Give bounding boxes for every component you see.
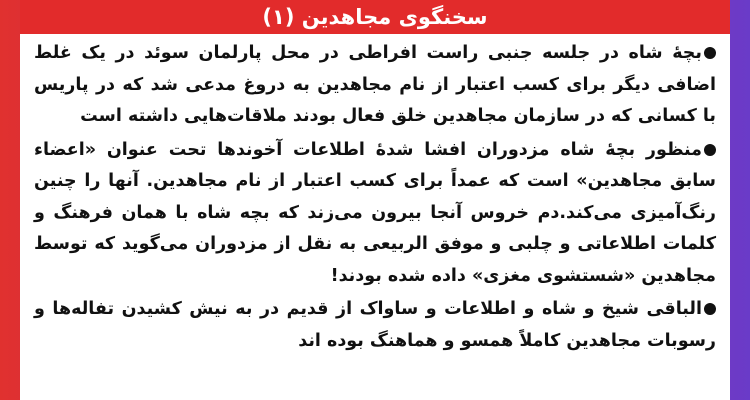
paragraph-1 xyxy=(34,38,716,133)
post-card xyxy=(20,0,730,400)
paragraph-2 xyxy=(34,135,716,293)
title-bar xyxy=(20,0,730,34)
bullet-icon xyxy=(704,303,716,315)
paragraph-3 xyxy=(34,294,716,357)
article-body xyxy=(34,38,716,359)
paragraph-text: منظور بچهٔ شاه مزدوران افشا شدهٔ اطلاعات آخوندها تحت عنوان «اعضاء سابق مجاهدین» است که عمداً برای کسب اعتبار از نام مجاهدین. آنها را چنین رنگ‌آمیزی می‌کند.دم خروس آنجا بیرون می‌زند که بچه شاه با همان فرهنگ و کلمات اطلاعاتی و چلبی و موفق الربیعی به نقل از مزدوران می‌گوید که توسط مجاهدین «شستشوی مغزی» داده شده بودند! xyxy=(34,139,716,286)
bullet-icon xyxy=(704,47,716,59)
paragraph-text: الباقی شیخ و شاه و اطلاعات و ساواک از قدیم در به نیش کشیدن تفاله‌ها و رسوبات مجاهدین کاملاً همسو و هماهنگ بوده اند xyxy=(34,299,716,351)
page-title: سخنگوی مجاهدین (۱) xyxy=(262,5,488,29)
bullet-icon xyxy=(704,144,716,156)
paragraph-text: بچهٔ شاه در جلسه جنبی راست افراطی در محل پارلمان سوئد در یک غلط اضافی دیگر برای کسب اعتبار از نام مجاهدین به دروغ مدعی شد که در پاریس با کسانی که در سازمان مجاهدین خلق فعال بودند ملاقات‌هایی داشته است xyxy=(34,43,716,126)
